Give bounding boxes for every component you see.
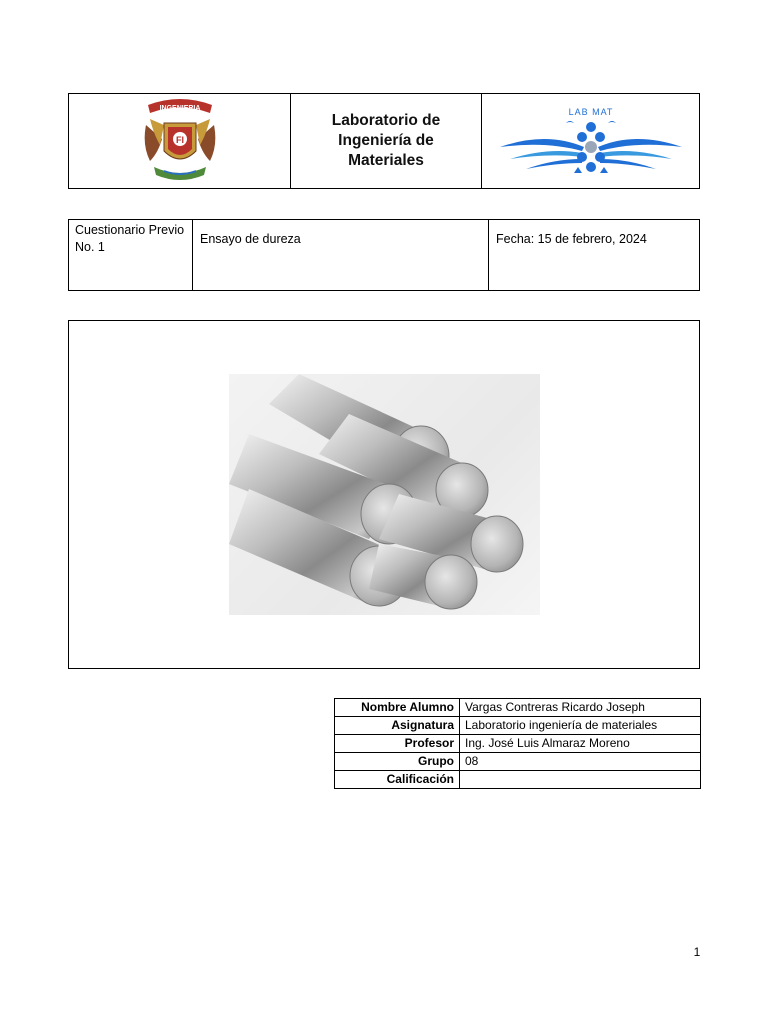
- student-info-label: Calificación: [335, 771, 460, 789]
- student-info-value: Laboratorio ingeniería de materiales: [460, 717, 701, 735]
- lab-title-line1: Laboratorio de: [331, 112, 441, 129]
- lab-mat-logo-cell: [482, 94, 699, 188]
- student-info-row: [335, 735, 701, 753]
- student-info-value: 08: [460, 753, 701, 771]
- questionnaire-info-table: [68, 219, 700, 291]
- header-block: [68, 93, 700, 189]
- student-info-row: [335, 753, 701, 771]
- questionnaire-line2: No. 1: [75, 240, 105, 254]
- topic-text: Ensayo de dureza: [200, 232, 301, 246]
- lab-title-cell: [291, 94, 482, 188]
- lab-title-line2: Ingeniería de: [338, 132, 434, 149]
- student-info-value: Vargas Contreras Ricardo Joseph: [460, 699, 701, 717]
- svg-text:FI: FI: [175, 135, 184, 145]
- steel-bars-photo: [229, 374, 540, 615]
- topic-cell: [193, 220, 489, 290]
- date-cell: [489, 220, 699, 290]
- student-info-value: [460, 771, 701, 789]
- lab-mat-logo: [496, 101, 686, 181]
- student-info-label: Profesor: [335, 735, 460, 753]
- lab-title-line3: Materiales: [348, 152, 424, 169]
- lab-title: [332, 111, 441, 171]
- student-info-label: Asignatura: [335, 717, 460, 735]
- student-info-label: Nombre Alumno: [335, 699, 460, 717]
- image-frame: [68, 320, 700, 669]
- student-info-label: Grupo: [335, 753, 460, 771]
- student-info-value: Ing. José Luis Almaraz Moreno: [460, 735, 701, 753]
- student-info-row: [335, 699, 701, 717]
- questionnaire-line1: Cuestionario Previo: [75, 223, 185, 237]
- student-info-table: [334, 698, 701, 789]
- student-info-row: [335, 717, 701, 735]
- student-info-row: [335, 771, 701, 789]
- lab-mat-logo-text: LAB MAT: [568, 107, 613, 117]
- engineering-crest-logo: [140, 95, 220, 187]
- crest-banner-text: INGENIERIA: [159, 105, 200, 112]
- page-number: 1: [693, 945, 701, 959]
- date-text: Fecha: 15 de febrero, 2024: [496, 232, 647, 246]
- questionnaire-number-cell: [69, 220, 193, 290]
- unam-engineering-crest-cell: [69, 94, 291, 188]
- steel-bars-illustration: [229, 374, 540, 615]
